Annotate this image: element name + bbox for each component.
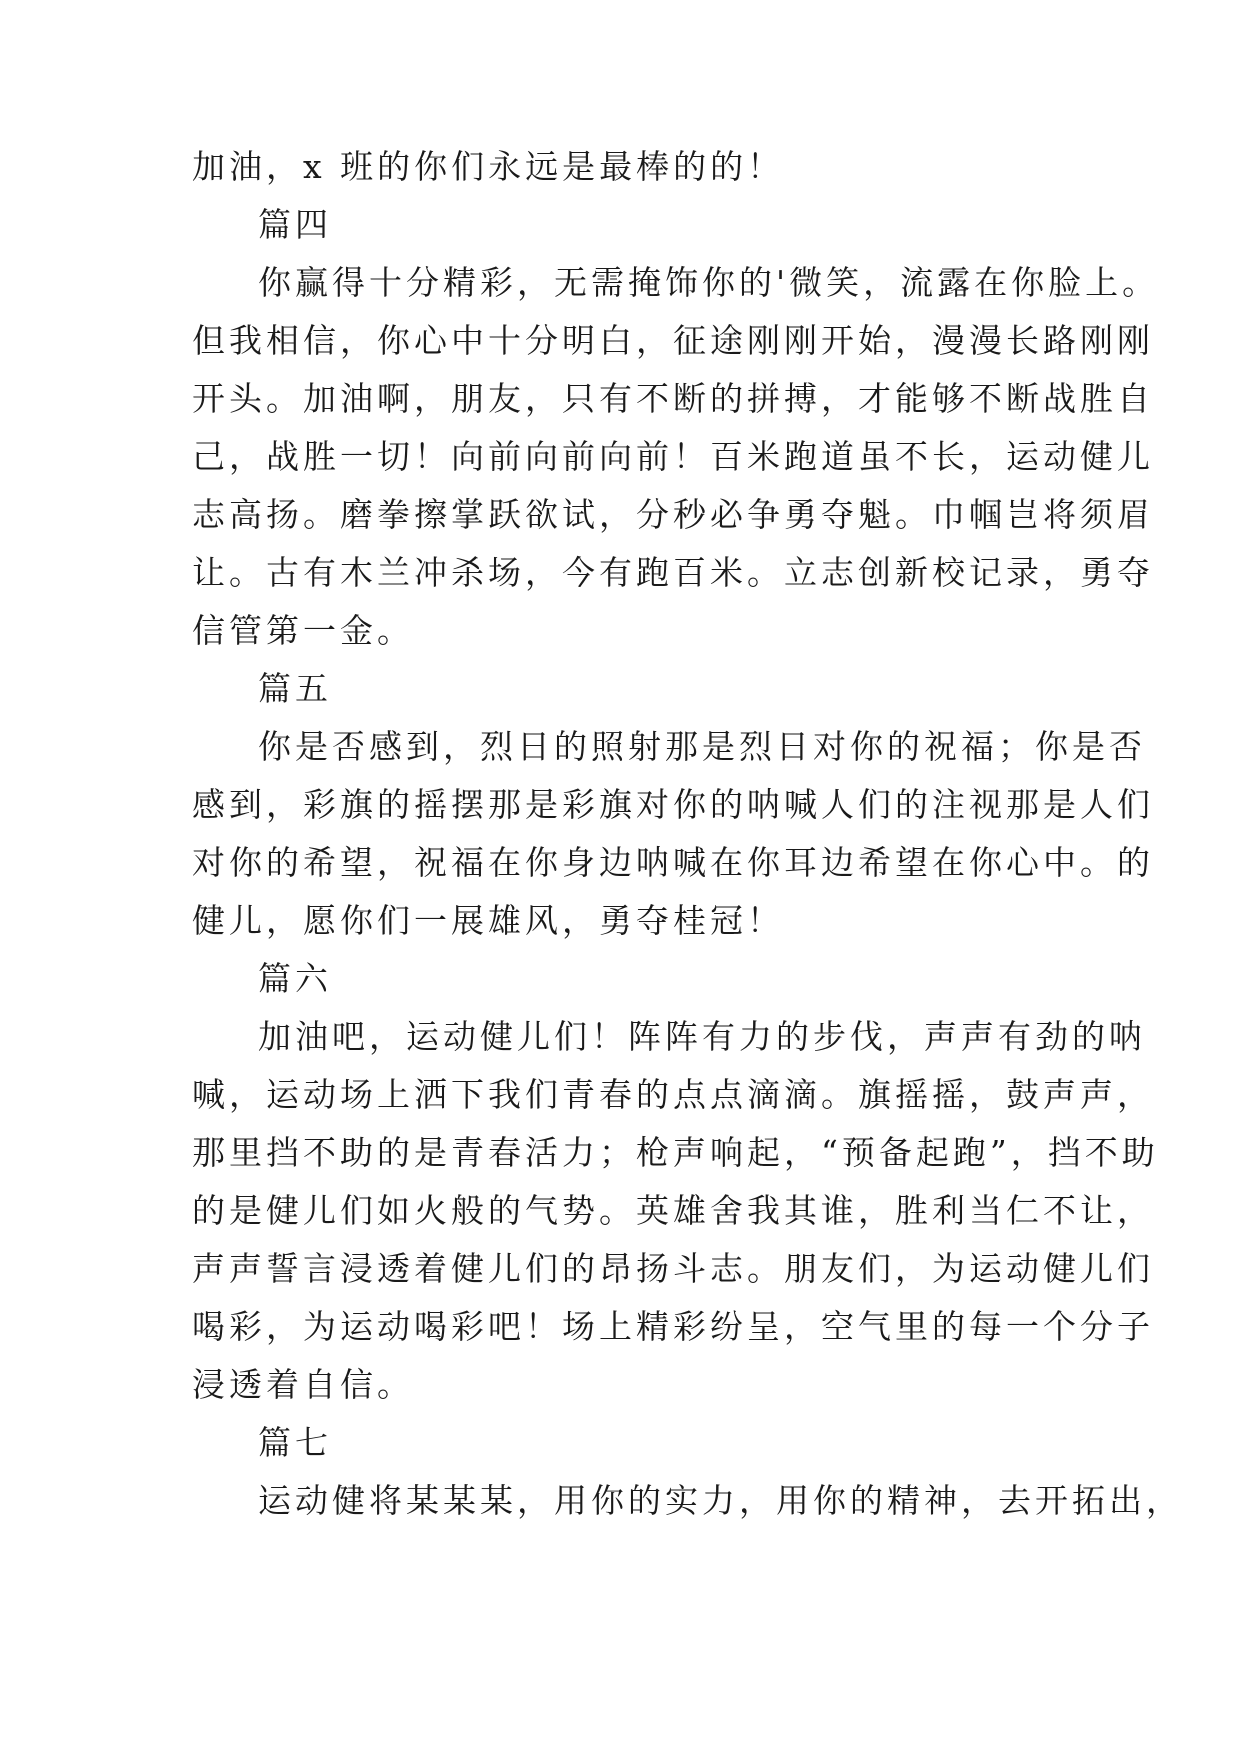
section-heading: 篇五 (258, 669, 332, 708)
section-6 (192, 950, 1159, 1414)
paragraph-line: 己，战胜一切！向前向前向前！百米跑道虽不长，运动健儿 (192, 437, 1154, 476)
paragraph-line: 对你的希望，祝福在你身边呐喊在你耳边希望在你心中。的 (192, 843, 1154, 882)
document-body (192, 138, 1183, 1530)
section-heading: 篇七 (258, 1423, 332, 1462)
section-5 (192, 660, 1154, 950)
paragraph-line: 加油吧，运动健儿们！阵阵有力的步伐，声声有劲的呐 (258, 1017, 1146, 1056)
paragraph-line: 声声誓言浸透着健儿们的昂扬斗志。朋友们，为运动健儿们 (192, 1249, 1154, 1288)
section-7 (192, 1414, 1183, 1530)
paragraph-line: 开头。加油啊，朋友，只有不断的拼搏，才能够不断战胜自 (192, 379, 1154, 418)
carryover-line: 加油，x 班的你们永远是最棒的的！ (192, 147, 785, 186)
paragraph-line: 浸透着自信。 (192, 1365, 414, 1404)
section-paragraph (192, 1472, 1183, 1530)
paragraph-line: 你是否感到，烈日的照射那是烈日对你的祝福；你是否 (258, 727, 1146, 766)
section-paragraph (192, 254, 1160, 660)
paragraph-line: 运动健将某某某，用你的实力，用你的精神，去开拓出， (258, 1481, 1183, 1520)
section-paragraph (192, 718, 1154, 950)
section-4 (192, 196, 1160, 660)
paragraph-line: 喝彩，为运动喝彩吧！场上精彩纷呈，空气里的每一个分子 (192, 1307, 1154, 1346)
paragraph-line: 你赢得十分精彩，无需掩饰你的'微笑，流露在你脸上。 (258, 263, 1160, 302)
paragraph-line: 健儿，愿你们一展雄风，勇夺桂冠！ (192, 901, 784, 940)
paragraph-line: 那里挡不助的是青春活力；枪声响起，“预备起跑”，挡不助 (192, 1133, 1159, 1172)
section-heading: 篇六 (258, 959, 332, 998)
paragraph-line: 让。古有木兰冲杀场，今有跑百米。立志创新校记录，勇夺 (192, 553, 1154, 592)
paragraph-line: 的是健儿们如火般的气势。英雄舍我其谁，胜利当仁不让， (192, 1191, 1154, 1230)
paragraph-line: 信管第一金。 (192, 611, 414, 650)
paragraph-line: 志高扬。磨拳擦掌跃欲试，分秒必争勇夺魁。巾帼岂将须眉 (192, 495, 1154, 534)
section-paragraph (192, 1008, 1159, 1414)
paragraph-line: 感到，彩旗的摇摆那是彩旗对你的呐喊人们的注视那是人们 (192, 785, 1154, 824)
section-heading: 篇四 (258, 205, 332, 244)
paragraph-line: 但我相信，你心中十分明白，征途刚刚开始，漫漫长路刚刚 (192, 321, 1154, 360)
paragraph-line: 喊，运动场上洒下我们青春的点点滴滴。旗摇摇，鼓声声， (192, 1075, 1154, 1114)
